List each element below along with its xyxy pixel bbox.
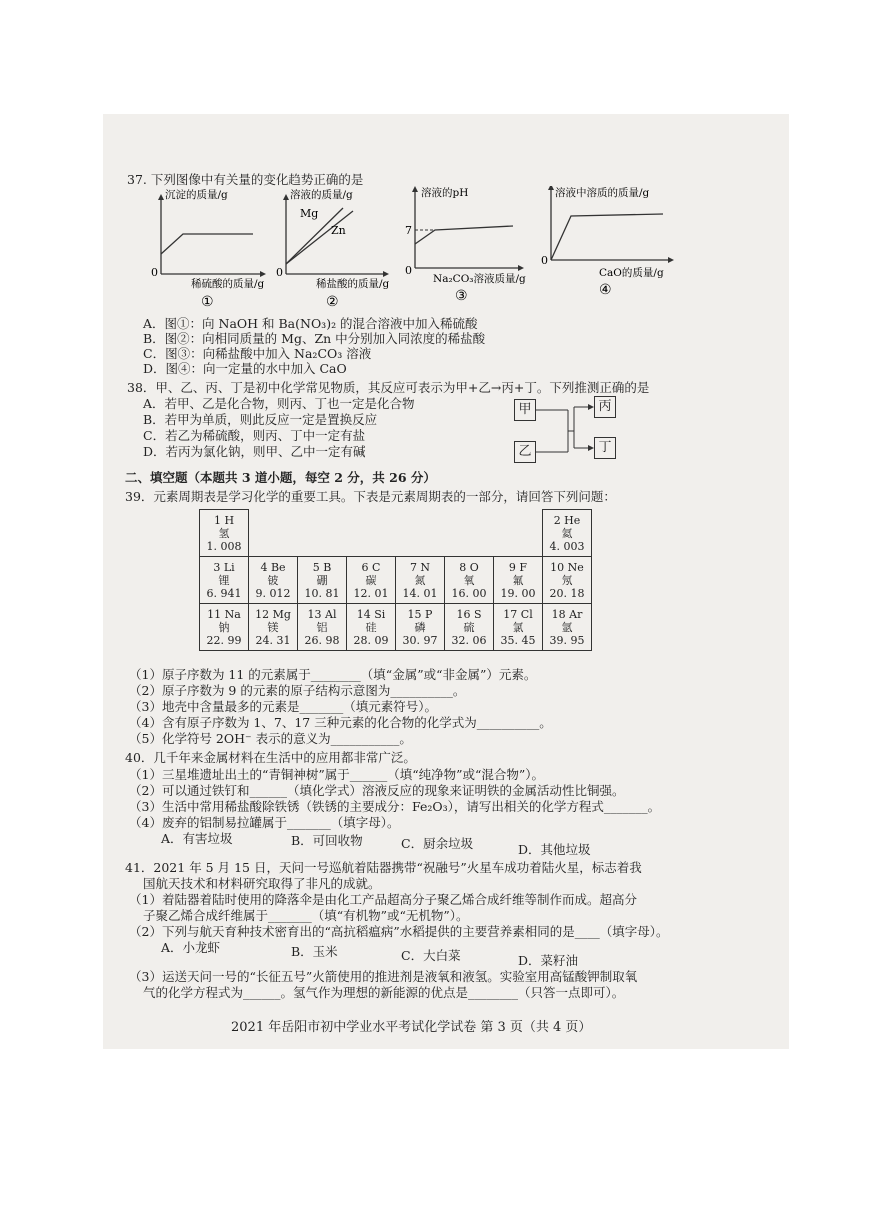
graph-2 (276, 188, 390, 310)
q40-part-2: （2）可以通过铁钉和______（填化学式）溶液反应的现象来证明铁的金属活动性比铜强。 (129, 783, 625, 798)
element-top: 15 P (407, 607, 433, 621)
q41-line-7: 气的化学方程式为______。氢气作为理想的新能源的优点是________（只答一点即可）。 (143, 985, 625, 1000)
element-cell (298, 604, 347, 651)
q40-stem: 40．几千年来金属材料在生活中的应用都非常广泛。 (125, 750, 416, 765)
graph-3 (405, 186, 526, 304)
q40-choice-c: C．厨余垃圾 (401, 836, 474, 851)
graph-4-number: ④ (599, 282, 612, 298)
periodic-table (199, 509, 592, 651)
element-mass: 26. 98 (304, 633, 340, 647)
periodic-row (200, 557, 592, 604)
element-top: 8 O (459, 560, 479, 574)
element-mass: 14. 01 (402, 586, 438, 600)
element-top: 18 Ar (551, 607, 583, 621)
element-cell (494, 604, 543, 651)
element-mass: 20. 18 (549, 586, 585, 600)
element-name: 氦 (561, 526, 573, 540)
element-cell (347, 557, 396, 604)
element-cell (347, 604, 396, 651)
element-mass: 30. 97 (402, 633, 438, 647)
q41-line-2: 国航天技术和材料研究取得了非凡的成就。 (143, 876, 381, 891)
graph-4 (541, 186, 674, 298)
q39-stem: 39．元素周期表是学习化学的重要工具。下表是元素周期表的一部分，请回答下列问题： (125, 489, 616, 504)
element-cell (543, 604, 592, 651)
graph-3-ylabel: 溶液的pH (421, 187, 469, 199)
q41-line-5: （2）下列与航天育种技术密育出的“高抗稻瘟病”水稻提供的主要营养素相同的是____（填字母）。 (129, 924, 669, 939)
graph-3-ytick: 7 (405, 224, 412, 237)
box-yi: 乙 (514, 441, 536, 463)
element-mass: 22. 99 (206, 633, 242, 647)
graph-2-number: ② (326, 294, 339, 310)
element-mass: 24. 31 (255, 633, 291, 647)
element-top: 2 He (553, 513, 581, 527)
element-top: 11 Na (207, 607, 241, 621)
element-mass: 12. 01 (353, 586, 389, 600)
element-name: 碳 (365, 573, 377, 587)
q40-part-4: （4）废弃的铝制易拉罐属于_______（填字母）。 (129, 815, 400, 830)
graph-4-origin: 0 (541, 254, 548, 267)
element-mass: 35. 45 (500, 633, 536, 647)
element-name: 硼 (316, 573, 328, 587)
element-name: 氖 (561, 573, 573, 587)
element-cell (543, 510, 592, 557)
graph-2-origin: 0 (276, 266, 283, 279)
graph-1-xlabel: 稀硫酸的质量/g (191, 278, 265, 290)
element-name: 钠 (218, 620, 230, 634)
q37-stem: 37. 下列图像中有关量的变化趋势正确的是 (127, 172, 364, 187)
q37-graphs (103, 186, 789, 336)
graph-1 (151, 188, 266, 310)
element-cell (445, 557, 494, 604)
element-top: 3 Li (213, 560, 235, 574)
element-name: 氢 (218, 526, 230, 540)
element-cell (200, 510, 249, 557)
q38-stem: 38．甲、乙、丙、丁是初中化学常见物质，其反应可表示为甲+乙→丙+丁。下列推测正确的是 (127, 380, 650, 395)
element-mass: 6. 941 (206, 586, 242, 600)
q38-option-d: D．若丙为氯化钠，则甲、乙中一定有碱 (143, 444, 366, 459)
page-footer: 2021 年岳阳市初中学业水平考试化学试卷 第 3 页（共 4 页） (231, 1020, 592, 1035)
box-bing: 丙 (594, 396, 616, 418)
element-cell (494, 557, 543, 604)
element-cell (543, 557, 592, 604)
q40-choice-b: B．可回收物 (291, 833, 363, 848)
q41-choice-b: B．玉米 (291, 944, 338, 959)
element-name: 氩 (561, 620, 573, 634)
element-cell (249, 604, 298, 651)
element-mass: 19. 00 (500, 586, 536, 600)
q39-part-1: （1）原子序数为 11 的元素属于________（填“金属”或“非金属”）元素。 (129, 667, 537, 682)
element-mass: 28. 09 (353, 633, 389, 647)
graph-1-number: ① (201, 294, 214, 310)
element-mass: 9. 012 (255, 586, 291, 600)
q41-choice-c: C．大白菜 (401, 948, 461, 963)
element-top: 4 Be (260, 560, 286, 574)
q41-line-6: （3）运送天问一号的“长征五号”火箭使用的推进剂是液氧和液氢。实验室用高锰酸钾制取氧 (129, 969, 638, 984)
q41-choice-d: D．菜籽油 (518, 953, 579, 968)
q37-option-d: D．图④：向一定量的水中加入 CaO (143, 361, 347, 376)
element-mass: 1. 008 (206, 539, 242, 553)
q39-part-3: （3）地壳中含量最多的元素是_______（填元素符号）。 (129, 699, 437, 714)
element-cell (200, 557, 249, 604)
graph-3-origin: 0 (405, 264, 412, 277)
q41-line-4: 子聚乙烯合成纤维属于_______（填“有机物”或“无机物”）。 (143, 908, 469, 923)
element-top: 5 B (312, 560, 332, 574)
graph-2-xlabel: 稀盐酸的质量/g (316, 278, 390, 290)
graph-4-xlabel: CaO的质量/g (599, 267, 664, 279)
element-mass: 10. 81 (304, 586, 340, 600)
q37-option-b: B．图②：向相同质量的 Mg、Zn 中分别加入同浓度的稀盐酸 (143, 331, 486, 346)
q38-option-b: B．若甲为单质，则此反应一定是置换反应 (143, 412, 378, 427)
element-name: 氯 (512, 620, 524, 634)
exam-page (103, 114, 789, 1049)
element-mass: 39. 95 (549, 633, 585, 647)
element-top: 9 F (508, 560, 528, 574)
element-mass: 16. 00 (451, 586, 487, 600)
element-top: 16 S (456, 607, 482, 621)
element-cell (396, 557, 445, 604)
graph-2-zn: Zn (331, 224, 346, 237)
q41-line-3: （1）着陆器着陆时使用的降落伞是由化工产品超高分子聚乙烯合成纤维等制作而成。超高分 (129, 892, 637, 907)
q40-part-1: （1）三星堆遗址出土的“青铜神树”属于______（填“纯净物”或“混合物”）。 (129, 767, 545, 782)
element-name: 氮 (414, 573, 426, 587)
q41-line-1: 41．2021 年 5 月 15 日，天问一号巡航着陆器携带“祝融号”火星车成功着陆火星，标志着我 (125, 860, 642, 875)
graph-2-ylabel: 溶液的质量/g (290, 189, 353, 201)
periodic-gap (249, 510, 543, 557)
element-name: 氧 (463, 573, 475, 587)
element-mass: 4. 003 (549, 539, 585, 553)
element-name: 磷 (414, 620, 426, 634)
element-name: 铍 (267, 573, 279, 587)
periodic-row (200, 510, 592, 557)
element-top: 7 N (409, 560, 431, 574)
q38-option-c: C．若乙为稀硫酸，则丙、丁中一定有盐 (143, 428, 366, 443)
q40-part-3: （3）生活中常用稀盐酸除铁锈（铁锈的主要成分：Fe₂O₃），请写出相关的化学方程式_______。 (129, 799, 661, 814)
element-top: 1 H (213, 513, 235, 527)
periodic-row (200, 604, 592, 651)
element-top: 6 C (361, 560, 381, 574)
element-name: 硫 (463, 620, 475, 634)
q38-arrows (536, 397, 636, 467)
box-jia: 甲 (514, 399, 536, 421)
element-cell (298, 557, 347, 604)
element-top: 10 Ne (550, 560, 584, 574)
element-cell (445, 604, 494, 651)
q37-option-a: A．图①：向 NaOH 和 Ba(NO₃)₂ 的混合溶液中加入稀硫酸 (143, 316, 478, 331)
element-name: 氟 (512, 573, 524, 587)
element-name: 铝 (316, 620, 328, 634)
graph-3-xlabel: Na₂CO₃溶液质量/g (433, 273, 526, 285)
graph-2-mg: Mg (300, 207, 319, 220)
element-mass: 32. 06 (451, 633, 487, 647)
element-cell (249, 557, 298, 604)
element-name: 镁 (267, 620, 279, 634)
element-top: 12 Mg (255, 607, 291, 621)
graph-1-origin: 0 (151, 266, 158, 279)
q39-part-2: （2）原子序数为 9 的元素的原子结构示意图为__________。 (129, 683, 466, 698)
q40-choice-d: D．其他垃圾 (518, 842, 591, 857)
element-top: 14 Si (356, 607, 386, 621)
q40-choice-a: A．有害垃圾 (161, 831, 233, 846)
q38-option-a: A．若甲、乙是化合物，则丙、丁也一定是化合物 (143, 396, 415, 411)
q39-part-4: （4）含有原子序数为 1、7、17 三种元素的化合物的化学式为__________。 (129, 715, 552, 730)
element-top: 17 Cl (503, 607, 533, 621)
element-cell (396, 604, 445, 651)
section-2-heading: 二、填空题（本题共 3 道小题，每空 2 分，共 26 分） (125, 470, 436, 485)
q39-part-5: （5）化学符号 2OH⁻ 表示的意义为___________。 (129, 731, 412, 746)
q37-option-c: C．图③：向稀盐酸中加入 Na₂CO₃ 溶液 (143, 346, 372, 361)
element-cell (200, 604, 249, 651)
element-name: 硅 (365, 620, 377, 634)
element-name: 锂 (218, 573, 230, 587)
box-ding: 丁 (594, 437, 616, 459)
graph-1-ylabel: 沉淀的质量/g (165, 189, 228, 201)
q41-choice-a: A．小龙虾 (161, 940, 221, 955)
graph-3-number: ③ (455, 288, 468, 304)
element-top: 13 Al (307, 607, 337, 621)
graph-4-ylabel: 溶液中溶质的质量/g (555, 187, 650, 199)
